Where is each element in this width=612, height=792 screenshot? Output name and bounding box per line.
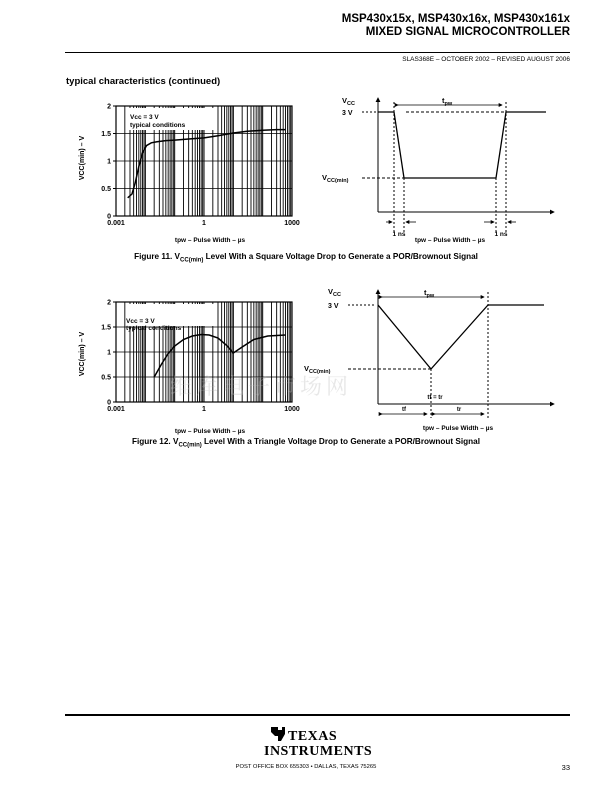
x-tick-label: 1000 [284, 220, 300, 227]
footer-rule [65, 714, 570, 716]
y-tick-label: 0 [107, 213, 111, 221]
vccmin-label: $V_{CC(min)}$ [322, 173, 349, 184]
header-line-1: MSP430x15x, MSP430x16x, MSP430x161x [341, 13, 570, 25]
figure-12-caption: Figure 12. $V_{CC(min)}$ Level With a Triangle Voltage Drop to Generate a POR/Brownout Signal [132, 437, 480, 449]
x-tick-label: 0.001 [107, 406, 125, 413]
tf-label: tf [402, 407, 406, 413]
tpw-label: $t_{pw}$ [424, 288, 435, 299]
y-axis-label: VCC(min) – V [79, 135, 86, 181]
figure-12-timing-diagram [304, 284, 568, 436]
edge-right-label: 1 ns [494, 231, 508, 238]
header-rule [65, 52, 570, 53]
vcc-label: $V_{CC}$ [342, 96, 355, 107]
y-tick-label: 1 [107, 158, 111, 166]
square-drop-waveform [378, 112, 546, 178]
condition-line-1: Vcc = 3 V [130, 114, 159, 121]
y-tick-label: 2 [107, 299, 111, 307]
edge-left-label: 1 ns [392, 231, 406, 238]
tr-label: tr [456, 407, 462, 413]
watermark-text: 维库电子市场网 [170, 375, 353, 400]
vccmin-label: $V_{CC(min)}$ [304, 364, 331, 375]
x-tick-label: 1 [202, 406, 206, 413]
ti-logo-icon [268, 724, 288, 744]
timing-x-label: tpw – Pulse Width – µs [414, 237, 486, 244]
document-header [342, 13, 570, 39]
y-tick-label: 1.5 [101, 131, 111, 138]
three-volt-label: 3 V [328, 303, 339, 310]
figure-11-caption: Figure 11. $V_{CC(min)}$ Level With a Square Voltage Drop to Generate a POR/Brownout Signal [134, 252, 478, 264]
condition-line-2: typical conditions [130, 122, 186, 129]
tpw-label: $t_{pw}$ [442, 96, 453, 107]
ti-logo-line-2: INSTRUMENTS [264, 744, 373, 759]
timing-x-label: tpw – Pulse Width – µs [422, 425, 494, 432]
y-tick-label: 1.5 [101, 324, 111, 332]
y-axis-label: VCC(min) – V [79, 331, 86, 377]
condition-line-1: Vcc = 3 V [126, 318, 155, 325]
x-tick-label: 0.001 [107, 220, 125, 227]
y-tick-label: 2 [107, 103, 111, 111]
header-line-2: MIXED SIGNAL MICROCONTROLLER [365, 26, 570, 38]
x-tick-label: 1 [202, 220, 206, 227]
document-id: SLAS368E – OCTOBER 2002 – REVISED AUGUST 2006 [402, 56, 570, 63]
figure-11-chart [70, 96, 310, 246]
x-axis-label: tpw – Pulse Width – µs [174, 428, 246, 435]
condition-line-2: typical conditions [126, 325, 182, 332]
section-title: typical characteristics (continued) [66, 76, 221, 87]
three-volt-label: 3 V [342, 110, 353, 117]
y-tick-label: 0.5 [101, 186, 111, 193]
figure-11-timing-diagram [318, 92, 568, 244]
triangle-drop-waveform [378, 305, 544, 369]
footer-address: POST OFFICE BOX 655303 • DALLAS, TEXAS 75265 [235, 764, 377, 770]
tf-equals-tr-label: tf = tr [427, 395, 443, 401]
y-tick-label: 0.5 [101, 374, 111, 382]
ti-logo-line-1: TEXAS [288, 729, 338, 744]
page-number: 33 [561, 763, 570, 772]
x-axis-label: tpw – Pulse Width – µs [174, 237, 246, 244]
vcc-label: $V_{CC}$ [328, 287, 341, 298]
x-tick-label: 1000 [284, 406, 300, 413]
figure-12-chart [70, 292, 310, 442]
y-tick-label: 0 [107, 399, 111, 407]
y-tick-label: 1 [107, 349, 111, 357]
series-line [128, 130, 286, 198]
